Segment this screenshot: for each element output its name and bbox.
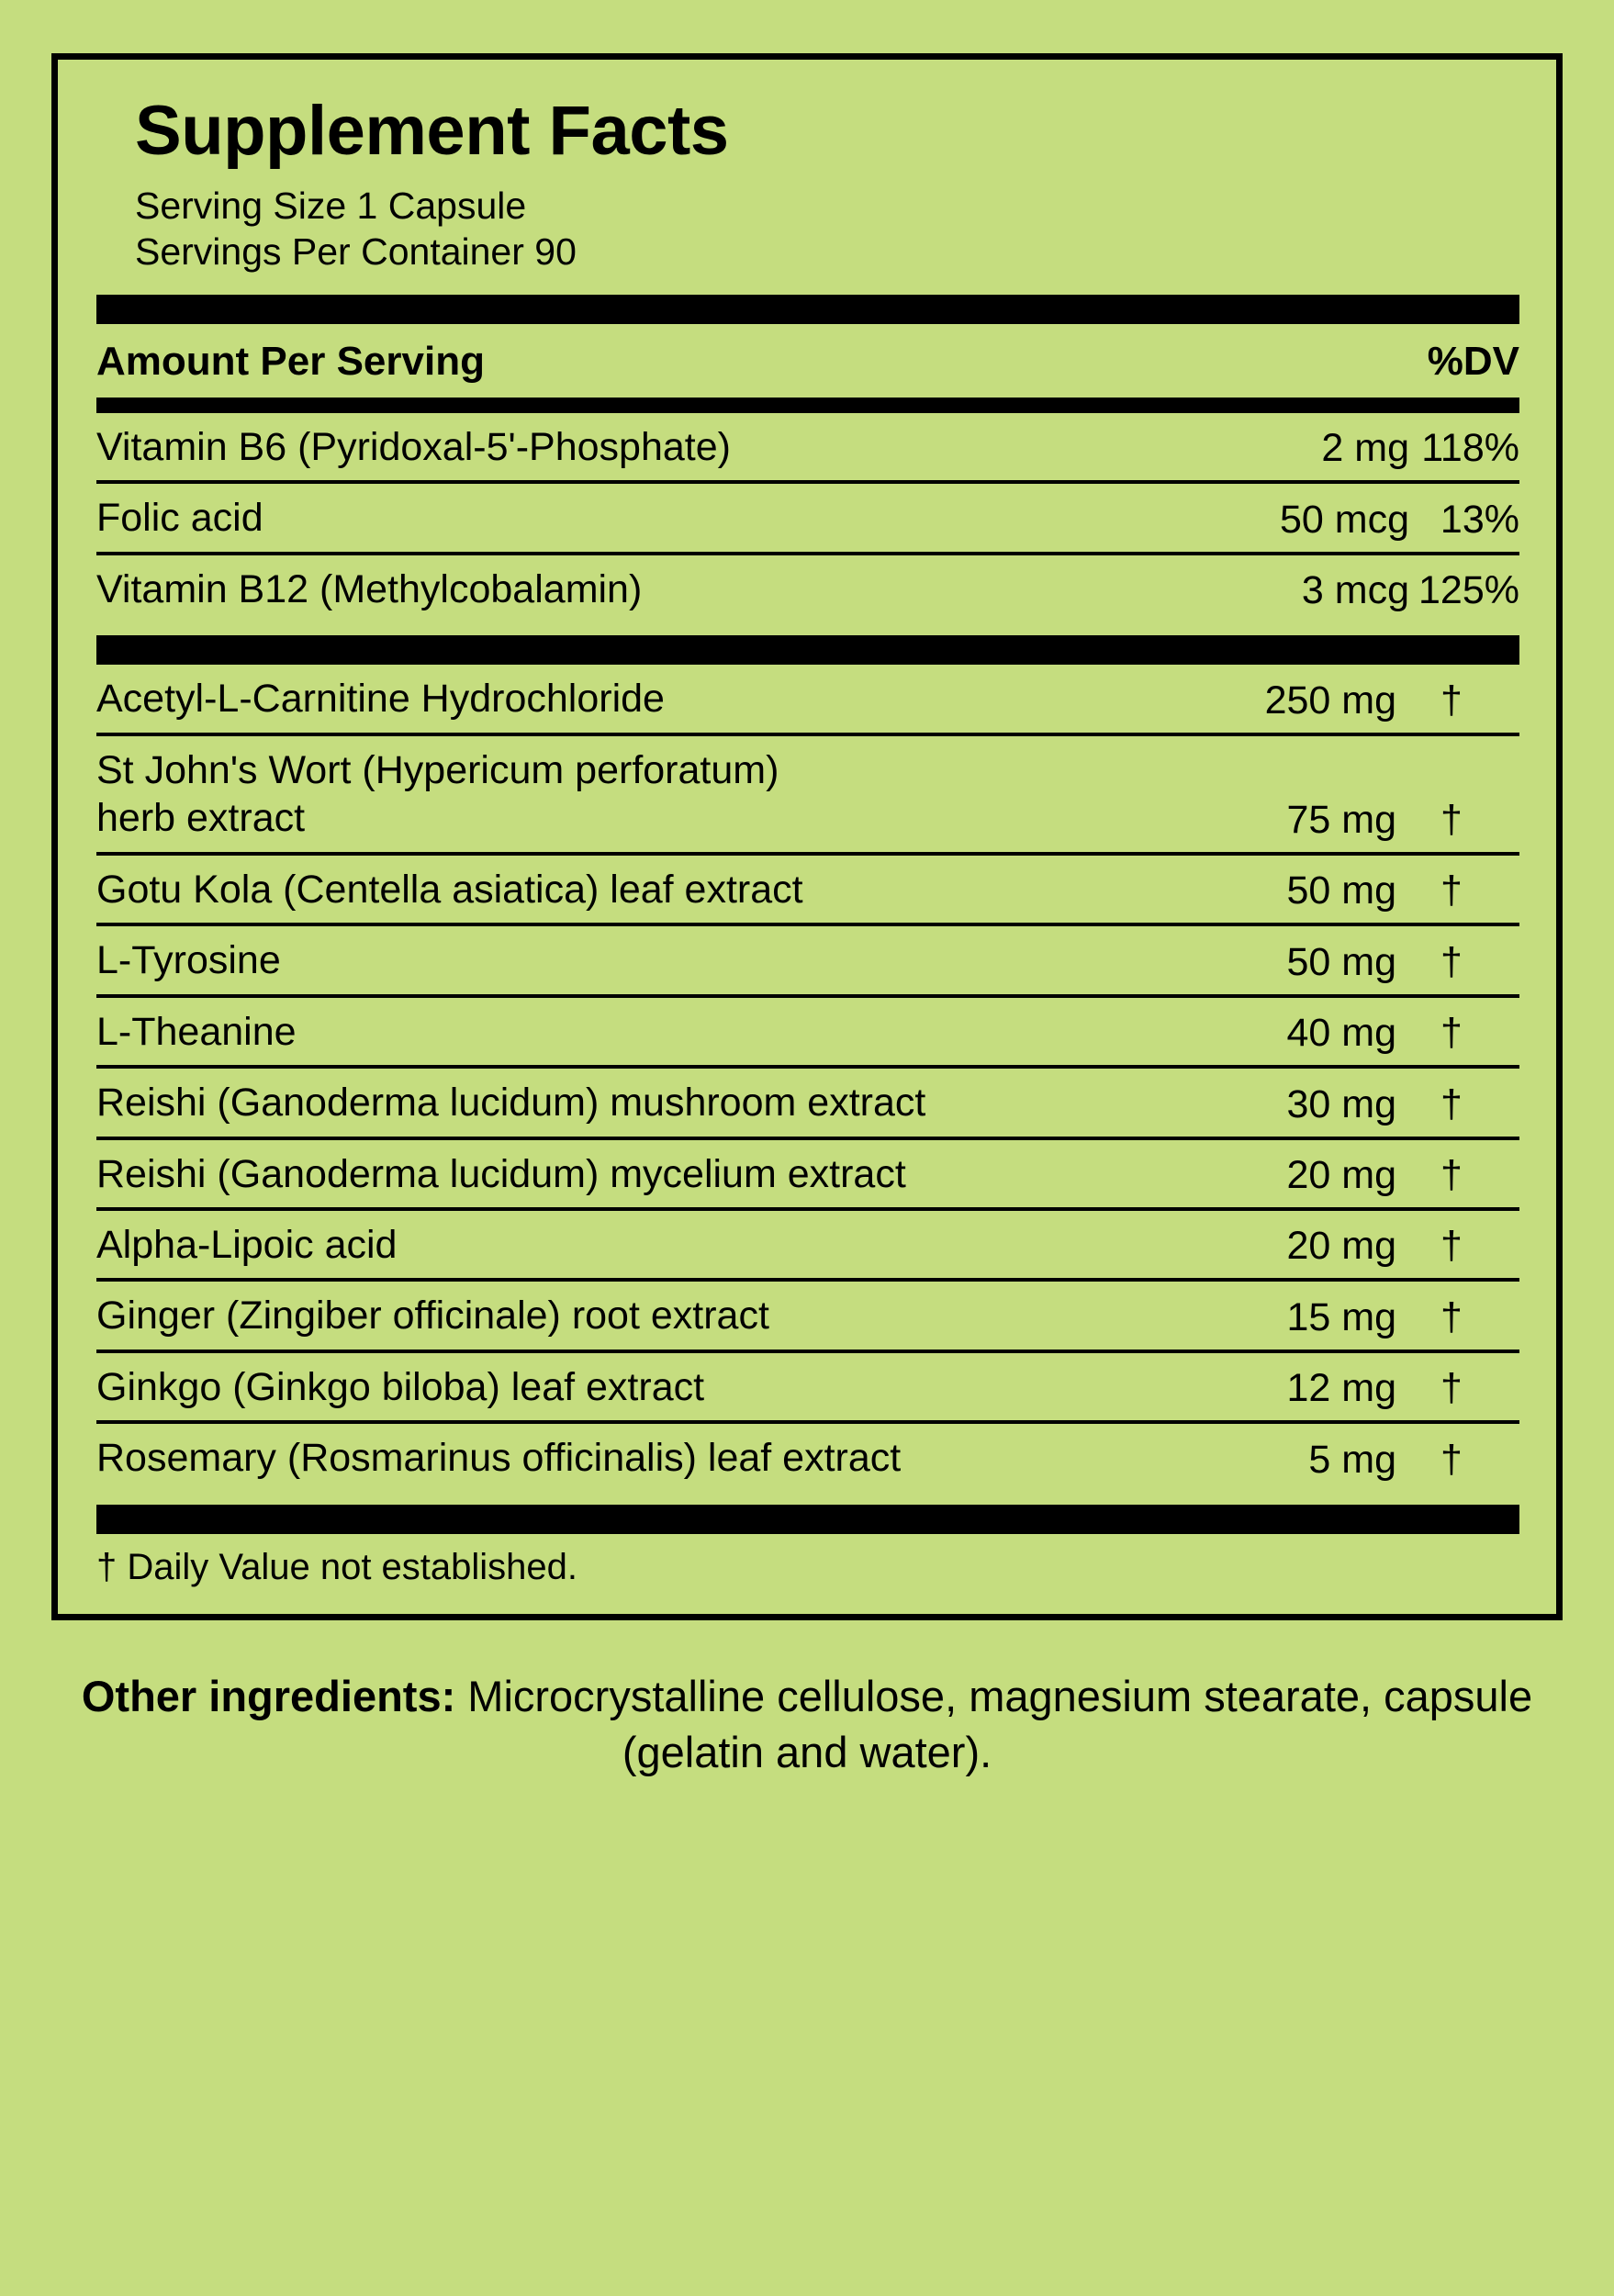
ingredient-dv: † — [1396, 924, 1519, 995]
ingredient-dv: † — [1396, 734, 1519, 854]
ingredient-name — [96, 734, 1218, 854]
ingredient-amount: 75 mg — [1218, 734, 1396, 854]
ingredient-name: Reishi (Ganoderma lucidum) mycelium extract — [96, 1138, 1218, 1209]
ingredient-dv: † — [1396, 1138, 1519, 1209]
ingredient-dv: † — [1396, 854, 1519, 924]
ingredient-name: L-Tyrosine — [96, 924, 1218, 995]
ingredient-dv: † — [1396, 1209, 1519, 1280]
ingredient-amount: 20 mg — [1218, 1209, 1396, 1280]
table-row — [96, 413, 1519, 482]
ingredient-amount: 40 mg — [1218, 996, 1396, 1067]
ingredient-amount: 5 mg — [1308, 1437, 1396, 1482]
table-row — [96, 734, 1519, 854]
daily-value-label: %DV — [1427, 339, 1519, 385]
ingredient-amount: 250 mg — [1218, 665, 1396, 734]
ingredient-amount: 50 mg — [1218, 924, 1396, 995]
divider-medium-under-header — [96, 398, 1519, 413]
serving-size-line: Serving Size 1 Capsule — [135, 185, 527, 227]
table-row — [96, 1351, 1519, 1422]
other-ingredients — [73, 1668, 1541, 1780]
ingredient-dv: † — [1396, 665, 1519, 734]
ingredient-amount: 30 mg — [1218, 1067, 1396, 1137]
divider-thick-bottom — [96, 1505, 1519, 1534]
servings-per-container-line: Servings Per Container 90 — [135, 230, 577, 274]
table-row — [96, 554, 1519, 622]
table-row — [96, 1209, 1519, 1280]
amount-per-serving-label: Amount Per Serving — [96, 339, 485, 385]
vitamins-table — [96, 413, 1519, 622]
ingredient-dv: † — [1440, 1437, 1463, 1482]
ingredient-name: Ginkgo (Ginkgo biloba) leaf extract — [96, 1351, 1218, 1422]
page-title: Supplement Facts — [135, 92, 729, 170]
table-row — [96, 854, 1519, 924]
table-row — [96, 665, 1519, 734]
ingredient-name-line-2: herb extract — [96, 796, 306, 841]
nutrient-dv: 125% — [1418, 568, 1519, 613]
nutrient-name: Vitamin B12 (Methylcobalamin) — [96, 566, 643, 611]
ingredient-amount: 20 mg — [1218, 1138, 1396, 1209]
nutrient-amount: 50 mcg — [1187, 482, 1409, 553]
ingredient-name: L-Theanine — [96, 996, 1218, 1067]
other-ingredients-label: Other ingredients: — [81, 1671, 456, 1720]
daily-value-footnote: † Daily Value not established. — [96, 1546, 578, 1587]
ingredient-name: Gotu Kola (Centella asiatica) leaf extract — [96, 854, 1218, 924]
ingredient-dv: † — [1396, 1067, 1519, 1137]
ingredient-dv: † — [1396, 1351, 1519, 1422]
ingredient-name: Acetyl-L-Carnitine Hydrochloride — [96, 665, 1218, 734]
blend-table — [96, 665, 1519, 1491]
table-row — [96, 924, 1519, 995]
ingredient-name-line-1: St John's Wort (Hypericum perforatum) — [96, 747, 779, 792]
ingredient-name: Reishi (Ganoderma lucidum) mushroom extract — [96, 1067, 1218, 1137]
ingredient-dv: † — [1396, 1280, 1519, 1350]
nutrient-amount: 2 mg — [1187, 413, 1409, 482]
divider-thick-middle — [96, 635, 1519, 665]
ingredient-name: Ginger (Zingiber officinale) root extract — [96, 1280, 1218, 1350]
amount-per-serving-header-row — [96, 324, 1519, 398]
table-row — [96, 482, 1519, 553]
nutrient-dv: 118% — [1409, 413, 1519, 482]
supplement-facts-panel — [51, 53, 1563, 1620]
table-row — [96, 1067, 1519, 1137]
table-row — [96, 1138, 1519, 1209]
nutrient-dv: 13% — [1409, 482, 1519, 553]
ingredient-name: Alpha-Lipoic acid — [96, 1209, 1218, 1280]
ingredient-amount: 12 mg — [1218, 1351, 1396, 1422]
ingredient-name: Rosemary (Rosmarinus officinalis) leaf extract — [96, 1436, 902, 1481]
nutrient-name: Folic acid — [96, 482, 1187, 553]
nutrient-amount: 3 mcg — [1301, 568, 1409, 613]
divider-thick-top — [96, 295, 1519, 324]
ingredient-amount: 15 mg — [1218, 1280, 1396, 1350]
table-row — [96, 1422, 1519, 1491]
ingredient-dv: † — [1396, 996, 1519, 1067]
table-row — [96, 1280, 1519, 1350]
nutrient-name: Vitamin B6 (Pyridoxal-5'-Phosphate) — [96, 413, 1187, 482]
table-row — [96, 996, 1519, 1067]
ingredient-amount: 50 mg — [1218, 854, 1396, 924]
serving-info — [135, 183, 1519, 274]
other-ingredients-text: Microcrystalline cellulose, magnesium stearate, capsule (gelatin and water). — [467, 1671, 1533, 1776]
